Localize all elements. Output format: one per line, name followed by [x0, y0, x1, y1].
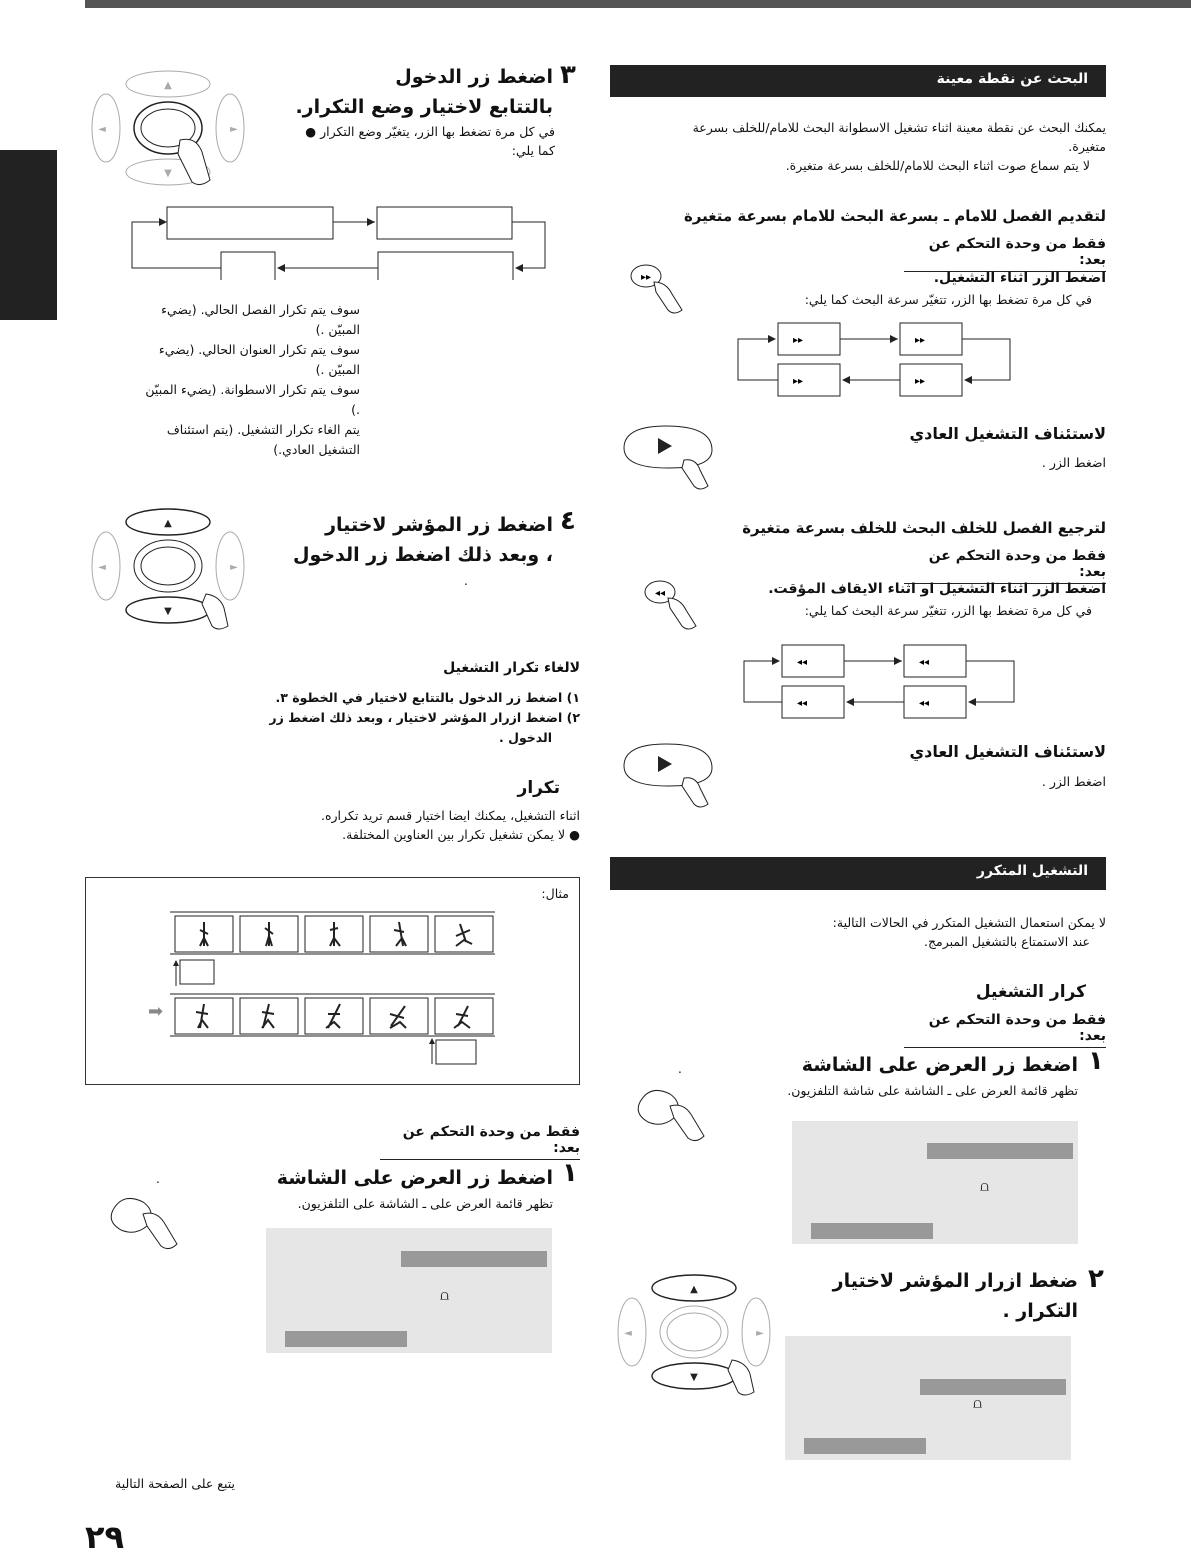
resume-desc-2: اضغط الزر . — [1041, 774, 1106, 789]
osd-screen-right-1 — [792, 1121, 1078, 1244]
right-step-1-desc: تظهر قائمة العرض على ـ الشاشة على شاشة التلفزيون. — [787, 1083, 1078, 1098]
right-step-2-title-line2: التكرار . — [1002, 1300, 1078, 1322]
display-button-illustration — [105, 1190, 190, 1255]
arrow-right-icon: ➡ — [148, 1001, 164, 1022]
svg-text:▸▸: ▸▸ — [792, 376, 804, 387]
right-step-2-title-line1: ضغط ازرار المؤشر لاختيار — [832, 1270, 1078, 1292]
step-3-bullet-text2: كما يلي: — [511, 143, 555, 158]
right-step-1-number: ١ — [1088, 1046, 1104, 1076]
osd-bar-bottom — [285, 1331, 407, 1347]
ab-repeat-title: تكرار — [517, 778, 560, 798]
repeat-mode-list — [100, 300, 360, 460]
repeat-intro-line2: عند الاستمتاع بالتشغيل المبرمج. — [923, 934, 1090, 949]
dpad-enter-illustration — [88, 68, 248, 188]
cancel-repeat-title: لالغاء تكرار التشغيل — [443, 660, 580, 676]
play-button-illustration — [620, 420, 720, 496]
osd-icon: ⩍ — [980, 1179, 990, 1195]
osd-bar-bottom — [811, 1223, 933, 1239]
search-intro-line3: لا يتم سماع صوت اثناء البحث للامام/للخلف بسرعة متغيرة. — [785, 158, 1090, 173]
left-step-1-number: ١ — [562, 1158, 578, 1188]
step-4-dot: . — [464, 574, 468, 588]
play-button-illustration-2 — [620, 738, 720, 814]
svg-text:◄: ◄ — [98, 124, 106, 135]
search-intro-line1: يمكنك البحث عن نقطة معينة اثناء تشغيل الاسطوانة البحث للامام/للخلف بسرعة — [692, 120, 1106, 135]
repeat-intro — [610, 913, 1106, 951]
svg-text:▼: ▼ — [690, 1372, 698, 1383]
example-box — [85, 877, 580, 1085]
step-4-title — [250, 510, 553, 570]
top-rule — [85, 0, 1191, 8]
svg-text:◂◂: ◂◂ — [796, 657, 808, 668]
repeat-mode-off: يتم الغاء تكرار التشغيل. (يتم استئناف التشغيل العادي.) — [166, 422, 360, 457]
step-3-title-line2: بالتتابع لاختيار وضع التكرار. — [295, 96, 553, 118]
osd-screen-left — [266, 1228, 552, 1353]
remote-only-label-fwd: فقط من وحدة التحكم عن بعد: — [904, 236, 1106, 272]
reverse-step: اضغط الزر اثناء التشغيل او اثناء الايقاف المؤقت. — [768, 581, 1106, 597]
left-step-1-desc: تظهر قائمة العرض على ـ الشاشة على التلفزيون. — [297, 1196, 553, 1211]
fast-forward-button-illustration — [628, 262, 692, 318]
forward-search-title: لتقديم الفصل للامام ـ بسرعة البحث للامام بسرعة متغيرة — [683, 207, 1106, 225]
remote-only-label-left: فقط من وحدة التحكم عن بعد: — [380, 1124, 580, 1160]
search-section-header: البحث عن نقطة معينة — [610, 65, 1106, 97]
svg-text:▸▸: ▸▸ — [914, 376, 926, 387]
forward-step: اضغط الزر اثناء التشغيل. — [933, 270, 1106, 286]
svg-text:◂◂: ◂◂ — [918, 698, 930, 709]
step-4-number: ٤ — [560, 506, 576, 536]
svg-text:►: ► — [230, 124, 238, 135]
continued-note: يتبع على الصفحة التالية — [115, 1476, 235, 1491]
svg-text:▸▸: ▸▸ — [914, 335, 926, 346]
step-3-bullet: في كل مرة تضغط بها الزر، يتغيّر وضع التكرار ● كما يلي: — [250, 122, 555, 160]
example-filmstrip — [170, 908, 500, 1078]
svg-text:►: ► — [230, 562, 238, 573]
osd-icon: ⩍ — [440, 1288, 450, 1304]
svg-text:▼: ▼ — [164, 168, 172, 179]
section-tab — [0, 150, 57, 320]
resume-title-2: لاستئناف التشغيل العادي — [909, 742, 1106, 761]
repeat-intro-line1: لا يمكن استعمال التشغيل المتكرر في الحالات التالية: — [832, 915, 1106, 930]
left-step-1-title: اضغط زر العرض على الشاشة — [276, 1167, 553, 1189]
search-intro — [610, 118, 1106, 175]
osd-bar-top — [920, 1379, 1066, 1395]
cancel-step-1: ١) اضغط زر الدخول بالتتابع لاختيار في الخطوة ٣. — [275, 690, 580, 705]
remote-only-label-repeat: فقط من وحدة التحكم عن بعد: — [904, 1012, 1106, 1048]
reverse-search-title: لترجيع الفصل للخلف البحث للخلف بسرعة متغيرة — [742, 519, 1106, 537]
svg-text:◄: ◄ — [624, 1328, 632, 1339]
ab-repeat-body — [200, 806, 580, 844]
step-3-title-line1: اضغط زر الدخول — [395, 66, 553, 88]
svg-text:◂◂: ◂◂ — [918, 657, 930, 668]
svg-text:▲: ▲ — [164, 518, 172, 529]
reverse-speed-cycle — [740, 642, 1020, 722]
page-number: ٢٩ — [85, 1518, 125, 1556]
cancel-repeat-steps — [85, 688, 580, 748]
search-intro-line2: متغيرة. — [1068, 139, 1106, 154]
repeat-cycle-diagram — [125, 200, 555, 280]
ab-repeat-text: اثناء التشغيل، يمكنك ايضا اختيار قسم تريد تكراره. — [320, 808, 580, 823]
resume-title-1: لاستئناف التشغيل العادي — [909, 424, 1106, 443]
reverse-desc: في كل مرة تضغط بها الزر، تتغيّر سرعة البحث كما يلي: — [804, 603, 1092, 618]
repeat-mode-chapter: سوف يتم تكرار الفصل الحالي. (يضيء المبيّن .) — [161, 302, 360, 337]
svg-text:▼: ▼ — [164, 606, 172, 617]
ab-repeat-bullet: ● لا يمكن تشغيل تكرار بين العناوين المختلفة. — [342, 827, 580, 842]
osd-bar-bottom — [804, 1438, 926, 1454]
resume-desc-1: اضغط الزر . — [1041, 455, 1106, 470]
right-step-2-number: ٢ — [1088, 1264, 1104, 1294]
remote-only-label-rew: فقط من وحدة التحكم عن بعد: — [904, 548, 1106, 584]
display-button-illustration-right — [632, 1082, 717, 1147]
repeat-subtitle: كرار التشغيل — [975, 982, 1086, 1002]
repeat-mode-title: سوف يتم تكرار العنوان الحالي. (يضيء المبيّن .) — [158, 342, 360, 377]
step-3-bullet-text: في كل مرة تضغط بها الزر، يتغيّر وضع التكرار — [320, 124, 555, 139]
cancel-step-2: ٢) اضغط ازرار المؤشر لاختيار ، وبعد ذلك اضغط زر — [269, 710, 580, 725]
dpad-up-down-illustration-right — [614, 1270, 774, 1398]
step-4-title-line2: ، وبعد ذلك اضغط زر الدخول — [292, 544, 553, 566]
step-3-number: ٣ — [560, 60, 576, 90]
right-step-2-title — [780, 1266, 1078, 1326]
forward-speed-cycle — [734, 320, 1014, 398]
osd-icon: ⩍ — [973, 1396, 983, 1412]
svg-text:▸▸: ▸▸ — [792, 335, 804, 346]
example-label: مثال: — [541, 886, 569, 901]
osd-bar-top — [927, 1143, 1073, 1159]
step-4-title-line1: اضغط زر المؤشر لاختيار — [325, 514, 553, 536]
osd-screen-right-2 — [785, 1336, 1071, 1460]
svg-text:▲: ▲ — [164, 80, 172, 91]
osd-bar-top — [401, 1251, 547, 1267]
svg-text:▲: ▲ — [690, 1284, 698, 1295]
svg-text:◂◂: ◂◂ — [796, 698, 808, 709]
step-3-title — [260, 62, 553, 122]
right-step-1-title: اضغط زر العرض على الشاشة — [801, 1054, 1078, 1076]
svg-text:▸▸: ▸▸ — [640, 272, 652, 283]
rewind-button-illustration — [640, 578, 704, 634]
repeat-mode-disc: سوف يتم تكرار الاسطوانة. (يضيء المبيّن .) — [145, 382, 360, 417]
repeat-section-header: التشغيل المتكرر — [610, 857, 1106, 890]
svg-text:◂◂: ◂◂ — [654, 588, 666, 599]
svg-text:►: ► — [756, 1328, 764, 1339]
cancel-step-2-cont: الدخول . — [499, 730, 552, 745]
right-step-1-dot: . — [678, 1062, 682, 1076]
svg-text:◄: ◄ — [98, 562, 106, 573]
dpad-up-down-illustration — [88, 506, 248, 631]
left-step-1-dot: . — [156, 1172, 160, 1186]
forward-desc: في كل مرة تضغط بها الزر، تتغيّر سرعة البحث كما يلي: — [804, 292, 1092, 307]
